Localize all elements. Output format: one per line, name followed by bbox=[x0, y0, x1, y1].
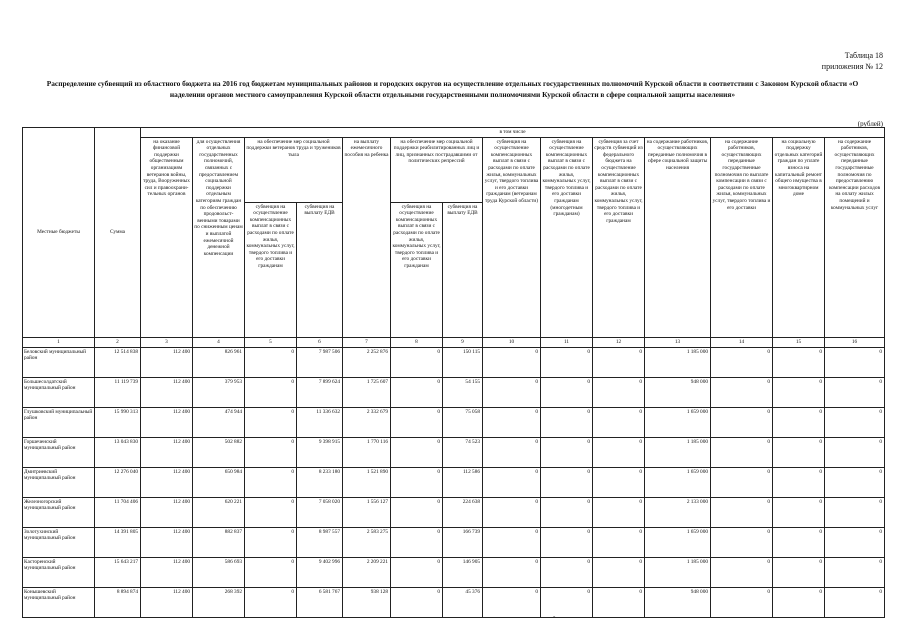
row-value-col-16: 0 bbox=[825, 557, 885, 587]
appendix-label: приложения № 12 bbox=[821, 62, 883, 71]
row-value-col-11: 0 bbox=[541, 557, 593, 587]
row-value-col-14: 0 bbox=[711, 587, 773, 617]
row-value-col-13: 1 659 000 bbox=[645, 407, 711, 437]
row-value-col-11: 0 bbox=[541, 377, 593, 407]
row-value-col-4: 826 961 bbox=[193, 347, 245, 377]
row-value-col-2: 12 514 838 bbox=[95, 347, 141, 377]
row-value-col-14: 0 bbox=[711, 407, 773, 437]
row-value-col-5: 0 bbox=[245, 527, 297, 557]
col-header-5: субвенция на осуществление компенсационных выплат в связи с расходами по оплате жилья, коммунальных услуг, твердого топлива и его доставки гражданам bbox=[245, 202, 297, 337]
row-value-col-3: 112 400 bbox=[141, 467, 193, 497]
row-budget-name: Дмитриевский муниципальный район bbox=[23, 467, 95, 497]
row-value-col-5: 0 bbox=[245, 407, 297, 437]
col-number: 11 bbox=[541, 337, 593, 347]
row-value-col-13: 1 659 000 bbox=[645, 467, 711, 497]
row-value-col-6: 7 899 624 bbox=[297, 377, 343, 407]
col-header-7: на выплату ежемесячного пособия на ребенка bbox=[343, 137, 391, 337]
row-budget-name: Глушковский муниципальный район bbox=[23, 407, 95, 437]
col-number: 4 bbox=[193, 337, 245, 347]
row-value-col-9: 45 376 bbox=[443, 587, 483, 617]
col-header-sum: Сумма bbox=[95, 128, 141, 338]
row-value-col-9: 54 155 bbox=[443, 377, 483, 407]
col-header-budget: Местные бюджеты bbox=[23, 128, 95, 338]
row-value-col-4: 882 837 bbox=[193, 527, 245, 557]
col-header-14: на содержание работников, осуществляющих переданные государственные полномочия по выплате компенсации в связи с расходами по оплате жилья, коммунальных услуг, твердого топлива и его доставки bbox=[711, 137, 773, 337]
row-value-col-14: 0 bbox=[711, 467, 773, 497]
row-value-col-7: 2 583 275 bbox=[343, 527, 391, 557]
row-value-col-10: 0 bbox=[483, 347, 541, 377]
col-number: 14 bbox=[711, 337, 773, 347]
unit-label: (рублей) bbox=[857, 120, 883, 128]
row-value-col-3: 112 400 bbox=[141, 407, 193, 437]
row-value-col-11: 0 bbox=[541, 347, 593, 377]
col-header-veterans-group: на обеспечение мер социальной поддержки ветеранов труда и тружеников тыла bbox=[245, 137, 343, 202]
row-value-col-11: 0 bbox=[541, 467, 593, 497]
page-mark: - bbox=[553, 612, 556, 620]
col-header-3: на оказание финансовой поддержки общественным организациям ветеранов войны, труда, Вооруженных сил и правоохрани-тельных органов bbox=[141, 137, 193, 337]
row-value-col-5: 0 bbox=[245, 377, 297, 407]
row-value-col-15: 0 bbox=[773, 407, 825, 437]
row-value-col-13: 948 000 bbox=[645, 587, 711, 617]
row-value-col-9: 146 905 bbox=[443, 557, 483, 587]
row-value-col-10: 0 bbox=[483, 377, 541, 407]
row-value-col-16: 0 bbox=[825, 347, 885, 377]
subsidy-table bbox=[22, 127, 885, 618]
row-value-col-16: 0 bbox=[825, 437, 885, 467]
row-value-col-9: 150 115 bbox=[443, 347, 483, 377]
row-value-col-5: 0 bbox=[245, 587, 297, 617]
col-header-8: субвенция на осуществление компенсационных выплат в связи с расходами по оплате жилья, коммунальных услуг, твердого топлива и его доставки гражданам bbox=[391, 202, 443, 337]
table-row bbox=[23, 527, 885, 557]
row-budget-name: Касторенский муниципальный район bbox=[23, 557, 95, 587]
row-value-col-10: 0 bbox=[483, 557, 541, 587]
row-value-col-8: 0 bbox=[391, 467, 443, 497]
row-value-col-14: 0 bbox=[711, 497, 773, 527]
row-value-col-10: 0 bbox=[483, 437, 541, 467]
col-header-6: субвенция на выплату ЕДВ bbox=[297, 202, 343, 337]
row-value-col-15: 0 bbox=[773, 527, 825, 557]
row-value-col-7: 2 332 679 bbox=[343, 407, 391, 437]
row-value-col-6: 9 402 996 bbox=[297, 557, 343, 587]
row-value-col-2: 8 894 874 bbox=[95, 587, 141, 617]
row-value-col-13: 1 185 000 bbox=[645, 437, 711, 467]
row-budget-name: Конышевский муниципальный район bbox=[23, 587, 95, 617]
row-value-col-11: 0 bbox=[541, 437, 593, 467]
row-value-col-3: 112 400 bbox=[141, 527, 193, 557]
col-number: 3 bbox=[141, 337, 193, 347]
row-value-col-8: 0 bbox=[391, 377, 443, 407]
col-header-16: на содержание работников, осуществляющих переданные государственные полномочия по предоставлению компенсации расходов на оплату жилых помещений и коммунальных услуг bbox=[825, 137, 885, 337]
row-value-col-7: 938 128 bbox=[343, 587, 391, 617]
row-value-col-9: 74 523 bbox=[443, 437, 483, 467]
col-header-12: субвенция за счет средств субвенций из федерального бюджета на осуществление компенсационных выплат в связи с расходами по оплате жилья, коммунальных услуг, твердого топлива и его доставки гражданам bbox=[593, 137, 645, 337]
row-value-col-16: 0 bbox=[825, 527, 885, 557]
row-value-col-16: 0 bbox=[825, 467, 885, 497]
row-value-col-15: 0 bbox=[773, 497, 825, 527]
row-value-col-4: 620 221 bbox=[193, 497, 245, 527]
document-title: Распределение субвенций из областного бюджета на 2016 год бюджетам муниципальных районов и городских округов на осуществление отдельных государственных полномочий Курской области в соответствии с Законом Курской области «О наделении органов местного самоуправления Курской области отдельными государственными полномочиями Курской области в сфере социальной защиты населения» bbox=[46, 79, 859, 99]
row-value-col-6: 8 987 557 bbox=[297, 527, 343, 557]
row-value-col-11: 0 bbox=[541, 587, 593, 617]
row-value-col-12: 0 bbox=[593, 407, 645, 437]
row-value-col-12: 0 bbox=[593, 527, 645, 557]
row-value-col-12: 0 bbox=[593, 467, 645, 497]
row-value-col-6: 7 058 020 bbox=[297, 497, 343, 527]
col-header-15: на социальную поддержку отдельных категорий граждан по уплате взноса на капитальный ремонт общего имущества в многоквартирном доме bbox=[773, 137, 825, 337]
row-value-col-4: 502 882 bbox=[193, 437, 245, 467]
row-value-col-13: 948 000 bbox=[645, 377, 711, 407]
row-budget-name: Золотухинский муниципальный район bbox=[23, 527, 95, 557]
row-value-col-15: 0 bbox=[773, 377, 825, 407]
row-value-col-2: 11 704 406 bbox=[95, 497, 141, 527]
table-number: Таблица 18 bbox=[844, 51, 883, 60]
col-number: 1 bbox=[23, 337, 95, 347]
row-value-col-4: 379 953 bbox=[193, 377, 245, 407]
row-value-col-5: 0 bbox=[245, 557, 297, 587]
col-header-10: субвенция на осуществление компенсационных выплат в связи с расходами по оплате жилья, коммунальных услуг, твердого топлива и его доставки гражданам (ветеранам труда Курской области) bbox=[483, 137, 541, 337]
col-number: 2 bbox=[95, 337, 141, 347]
row-value-col-12: 0 bbox=[593, 377, 645, 407]
table-row bbox=[23, 437, 885, 467]
row-value-col-2: 12 276 040 bbox=[95, 467, 141, 497]
row-budget-name: Беловский муниципальный район bbox=[23, 347, 95, 377]
row-value-col-2: 13 043 830 bbox=[95, 437, 141, 467]
row-value-col-6: 11 336 632 bbox=[297, 407, 343, 437]
col-number: 5 bbox=[245, 337, 297, 347]
row-value-col-12: 0 bbox=[593, 587, 645, 617]
row-value-col-11: 0 bbox=[541, 407, 593, 437]
row-value-col-14: 0 bbox=[711, 377, 773, 407]
row-value-col-7: 1 725 607 bbox=[343, 377, 391, 407]
row-value-col-4: 268 392 bbox=[193, 587, 245, 617]
col-number: 8 bbox=[391, 337, 443, 347]
row-value-col-11: 0 bbox=[541, 497, 593, 527]
row-value-col-8: 0 bbox=[391, 407, 443, 437]
row-value-col-8: 0 bbox=[391, 527, 443, 557]
row-value-col-15: 0 bbox=[773, 437, 825, 467]
col-number: 13 bbox=[645, 337, 711, 347]
row-value-col-15: 0 bbox=[773, 557, 825, 587]
row-value-col-3: 112 400 bbox=[141, 587, 193, 617]
row-value-col-2: 15 990 313 bbox=[95, 407, 141, 437]
row-value-col-10: 0 bbox=[483, 407, 541, 437]
row-value-col-15: 0 bbox=[773, 467, 825, 497]
row-value-col-12: 0 bbox=[593, 437, 645, 467]
row-value-col-3: 112 400 bbox=[141, 557, 193, 587]
col-header-11: субвенция на осуществление компенсационных выплат в связи с расходами по оплате жилья, коммунальных услуг, твердого топлива и его доставки гражданам (многодетным гражданам) bbox=[541, 137, 593, 337]
table-row bbox=[23, 587, 885, 617]
row-value-col-8: 0 bbox=[391, 557, 443, 587]
table-row bbox=[23, 407, 885, 437]
row-value-col-14: 0 bbox=[711, 557, 773, 587]
row-value-col-7: 2 252 876 bbox=[343, 347, 391, 377]
row-budget-name: Железногорский муниципальный район bbox=[23, 497, 95, 527]
row-value-col-2: 15 643 217 bbox=[95, 557, 141, 587]
table-row bbox=[23, 467, 885, 497]
row-value-col-9: 166 739 bbox=[443, 527, 483, 557]
row-value-col-7: 2 209 221 bbox=[343, 557, 391, 587]
col-header-9: субвенция на выплату ЕДВ bbox=[443, 202, 483, 337]
row-value-col-14: 0 bbox=[711, 437, 773, 467]
row-value-col-12: 0 bbox=[593, 347, 645, 377]
row-value-col-12: 0 bbox=[593, 497, 645, 527]
col-header-13: на содержание работников, осуществляющих переданные полномочия в сфере социальной защиты населения bbox=[645, 137, 711, 337]
row-value-col-8: 0 bbox=[391, 587, 443, 617]
row-value-col-13: 1 185 000 bbox=[645, 557, 711, 587]
row-value-col-4: 586 693 bbox=[193, 557, 245, 587]
row-value-col-16: 0 bbox=[825, 497, 885, 527]
col-number: 12 bbox=[593, 337, 645, 347]
row-value-col-9: 224 638 bbox=[443, 497, 483, 527]
col-number: 16 bbox=[825, 337, 885, 347]
row-value-col-7: 1 556 127 bbox=[343, 497, 391, 527]
row-value-col-15: 0 bbox=[773, 587, 825, 617]
row-value-col-14: 0 bbox=[711, 527, 773, 557]
row-value-col-5: 0 bbox=[245, 437, 297, 467]
row-value-col-6: 9 398 915 bbox=[297, 437, 343, 467]
row-value-col-9: 75 058 bbox=[443, 407, 483, 437]
row-value-col-5: 0 bbox=[245, 497, 297, 527]
row-value-col-2: 11 119 739 bbox=[95, 377, 141, 407]
column-number-row bbox=[23, 337, 885, 347]
row-value-col-4: 650 984 bbox=[193, 467, 245, 497]
row-value-col-7: 1 770 116 bbox=[343, 437, 391, 467]
row-value-col-4: 474 944 bbox=[193, 407, 245, 437]
row-value-col-13: 1 185 000 bbox=[645, 347, 711, 377]
row-value-col-16: 0 bbox=[825, 407, 885, 437]
row-value-col-8: 0 bbox=[391, 497, 443, 527]
row-budget-name: Большесолдатский муниципальный район bbox=[23, 377, 95, 407]
row-value-col-6: 7 987 506 bbox=[297, 347, 343, 377]
row-value-col-2: 14 391 805 bbox=[95, 527, 141, 557]
row-value-col-8: 0 bbox=[391, 437, 443, 467]
table-row bbox=[23, 557, 885, 587]
row-value-col-13: 1 659 000 bbox=[645, 527, 711, 557]
row-value-col-8: 0 bbox=[391, 347, 443, 377]
row-value-col-13: 2 133 000 bbox=[645, 497, 711, 527]
row-value-col-3: 112 400 bbox=[141, 497, 193, 527]
row-value-col-7: 1 521 890 bbox=[343, 467, 391, 497]
row-value-col-10: 0 bbox=[483, 467, 541, 497]
row-value-col-3: 112 400 bbox=[141, 377, 193, 407]
row-value-col-12: 0 bbox=[593, 557, 645, 587]
col-header-4: для осуществления отдельных государственных полномочий, связанных с предоставлением социальной поддержки отдельным категориям граждан по обеспечению продовольст-венными товарами по сниженным ценам и выплатой ежемесячной денежной компенсации bbox=[193, 137, 245, 337]
table-row bbox=[23, 347, 885, 377]
row-value-col-16: 0 bbox=[825, 377, 885, 407]
col-number: 6 bbox=[297, 337, 343, 347]
row-value-col-16: 0 bbox=[825, 587, 885, 617]
row-value-col-10: 0 bbox=[483, 587, 541, 617]
col-number: 15 bbox=[773, 337, 825, 347]
col-header-including: в том числе bbox=[141, 128, 885, 138]
row-value-col-5: 0 bbox=[245, 347, 297, 377]
row-value-col-6: 6 581 767 bbox=[297, 587, 343, 617]
table-body bbox=[23, 347, 885, 617]
col-header-rehab-group: на обеспечение мер социальной поддержки реабилитированных лиц и лиц, признанных пострадавшими от политических репрессий bbox=[391, 137, 483, 202]
col-number: 10 bbox=[483, 337, 541, 347]
row-value-col-5: 0 bbox=[245, 467, 297, 497]
row-value-col-3: 112 400 bbox=[141, 437, 193, 467]
row-value-col-14: 0 bbox=[711, 347, 773, 377]
col-number: 9 bbox=[443, 337, 483, 347]
row-value-col-6: 8 233 180 bbox=[297, 467, 343, 497]
table-row bbox=[23, 377, 885, 407]
row-value-col-15: 0 bbox=[773, 347, 825, 377]
col-number: 7 bbox=[343, 337, 391, 347]
row-budget-name: Горшеченский муниципальный район bbox=[23, 437, 95, 467]
row-value-col-10: 0 bbox=[483, 527, 541, 557]
row-value-col-9: 112 586 bbox=[443, 467, 483, 497]
row-value-col-3: 112 400 bbox=[141, 347, 193, 377]
table-row bbox=[23, 497, 885, 527]
row-value-col-11: 0 bbox=[541, 527, 593, 557]
row-value-col-10: 0 bbox=[483, 497, 541, 527]
